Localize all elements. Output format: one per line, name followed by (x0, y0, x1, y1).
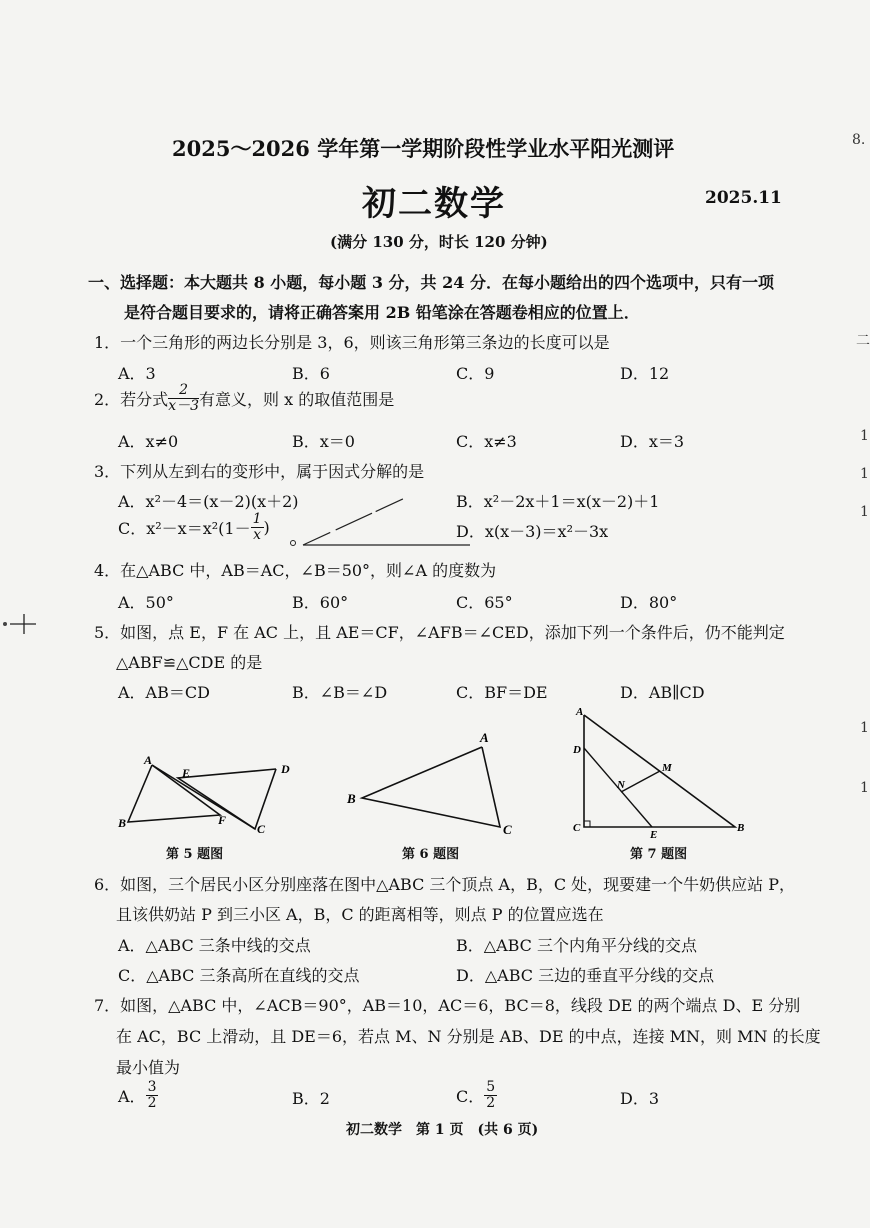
q2-stem-post: 有意义，则 x 的取值范围是 (199, 390, 395, 409)
q5-stem-line1: 5．如图，点 E，F 在 AC 上，且 AE＝CF，∠AFB＝∠CED，添加下列一个条件后，仍不能判定 (94, 623, 785, 642)
q2-option-a: A．x≠0 (118, 432, 179, 451)
fig6-label-a: A (480, 730, 489, 745)
q2-frac-num: 2 (168, 383, 199, 399)
q7-a-num: 3 (147, 1079, 157, 1095)
q5-stem-line2: △ABF≌△CDE 的是 (116, 653, 263, 672)
fig6-label-c: C (503, 822, 512, 837)
q1-option-d: D．12 (620, 364, 670, 383)
q4-option-b: B．60° (292, 593, 349, 612)
q3-option-c-pre: C．x²－x＝x²(1－ (118, 519, 251, 538)
q7-a-den: 2 (147, 1095, 157, 1111)
q5-option-d: D．AB∥CD (620, 683, 705, 702)
page-footer: 初二数学 第 1 页 (共 6 页) (346, 1122, 539, 1138)
q2-stem (94, 383, 394, 414)
fig5-label-a: A (144, 753, 153, 767)
fig7-label-e: E (650, 829, 658, 841)
q5-option-a: A．AB＝CD (118, 683, 210, 702)
q2-option-d: D．x＝3 (620, 432, 685, 451)
fig6-triangle-abc (362, 747, 500, 827)
q3-option-b: B．x²－2x＋1＝x(x－2)＋1 (456, 492, 660, 511)
fig7-label-n: N (617, 779, 625, 791)
q3-option-a: A．x²－4＝(x－2)(x＋2) (118, 492, 299, 511)
q7-stem-line2: 在 AC，BC 上滑动，且 DE＝6，若点 M、N 分别是 AB、DE 的中点，连接 MN，则 MN 的长度 (116, 1027, 821, 1046)
q3-c-frac-den: x (253, 527, 261, 543)
exam-date: 2025.11 (705, 188, 782, 208)
q7-option-b: B．2 (292, 1089, 330, 1108)
margin-mark-5: 1 (860, 504, 869, 520)
fig7-right-angle-mark (584, 821, 590, 827)
q7-c-den: 2 (486, 1095, 496, 1111)
q7-option-c-label: C． (456, 1087, 485, 1106)
q7-stem-line3: 最小值为 (116, 1058, 181, 1077)
binding-cross-mark (0, 612, 40, 636)
q4-option-c: C．65° (456, 593, 513, 612)
margin-mark-4: 1 (860, 466, 869, 482)
fig7-label-m: M (662, 762, 672, 774)
q5-option-c: C．BF＝DE (456, 683, 548, 702)
q7-option-d: D．3 (620, 1089, 660, 1108)
fig5-triangle-cde (178, 769, 276, 829)
figure-7-caption: 第 7 题图 (630, 847, 688, 862)
margin-mark-1: 8. (852, 132, 866, 148)
margin-mark-2: 二 (856, 333, 870, 349)
fig5-label-c: C (257, 822, 266, 836)
fig5-triangle-abf (128, 765, 220, 822)
q2-frac-den: x－3 (168, 398, 199, 414)
margin-mark-3: 1 (860, 428, 869, 444)
q3-option-d: D．x(x－3)＝x²－3x (456, 522, 609, 541)
q7-c-num: 5 (486, 1079, 496, 1095)
section1-heading-line2: 是符合题目要求的，请将正确答案用 2B 铅笔涂在答题卷相应的位置上． (124, 303, 640, 322)
fig6-label-b: B (347, 791, 356, 806)
score-info: (满分 130 分，时长 120 分钟) (330, 233, 548, 251)
q2-stem-pre: 2．若分式 (94, 390, 169, 409)
fig7-segment-mn (621, 771, 660, 792)
q4-option-a: A．50° (118, 593, 174, 612)
fig5-label-d: D (281, 762, 290, 776)
q5-option-b: B．∠B＝∠D (292, 683, 388, 702)
q2-fraction (168, 383, 199, 414)
q4-stem: 4．在△ABC 中，AB＝AC，∠B＝50°，则∠A 的度数为 (94, 561, 497, 580)
q1-option-b: B．6 (292, 364, 330, 383)
figure-7 (565, 700, 755, 840)
q7-option-a (118, 1080, 158, 1111)
figure-5 (110, 750, 300, 840)
figure-6 (340, 725, 520, 840)
q7-option-c-fraction (484, 1080, 497, 1111)
q6-stem-line1: 6．如图，三个居民小区分别座落在图中△ABC 三个顶点 A，B，C 处，现要建一个牛奶供应站 P， (94, 875, 796, 894)
q1-option-c: C．9 (456, 364, 495, 383)
fig5-label-b: B (118, 816, 127, 830)
figure-6-caption: 第 6 题图 (402, 847, 460, 862)
q3-option-c-fraction (251, 512, 264, 543)
q6-option-b: B．△ABC 三个内角平分线的交点 (456, 936, 698, 955)
q7-option-a-fraction (146, 1080, 159, 1111)
margin-mark-7: 1 (860, 780, 869, 796)
exam-title: 2025～2026 学年第一学期阶段性学业水平阳光测评 (172, 136, 675, 161)
q3-c-frac-num: 1 (252, 511, 262, 527)
fig7-label-a: A (576, 706, 584, 718)
figure-5-caption: 第 5 题图 (166, 847, 224, 862)
fig7-label-d: D (573, 744, 581, 756)
pen-stroke-mark (285, 495, 475, 550)
q6-stem-line2: 且该供奶站 P 到三小区 A，B，C 的距离相等，则点 P 的位置应选在 (116, 905, 604, 924)
q7-option-a-label: A． (118, 1087, 146, 1106)
fig5-label-e: E (182, 766, 191, 780)
fig7-label-c: C (573, 822, 581, 834)
q1-stem: 1．一个三角形的两边长分别是 3，6，则该三角形第三条边的长度可以是 (94, 333, 610, 352)
q3-option-c (118, 512, 270, 543)
q2-option-c: C．x≠3 (456, 432, 517, 451)
q3-stem: 3．下列从左到右的变形中，属于因式分解的是 (94, 462, 425, 481)
fig5-label-f: F (218, 813, 227, 827)
q1-option-a: A．3 (118, 364, 156, 383)
q4-option-d: D．80° (620, 593, 678, 612)
section1-heading-line1: 一、选择题：本大题共 8 小题，每小题 3 分，共 24 分．在每小题给出的四个选项中，只有一项 (88, 273, 774, 292)
subject-title: 初二数学 (362, 184, 506, 224)
q7-option-c (456, 1080, 497, 1111)
q6-option-c: C．△ABC 三条高所在直线的交点 (118, 966, 360, 985)
q3-option-c-post: ) (263, 518, 270, 537)
q2-option-b: B．x＝0 (292, 432, 355, 451)
q6-option-d: D．△ABC 三边的垂直平分线的交点 (456, 966, 715, 985)
fig7-label-b: B (737, 822, 745, 834)
q6-option-a: A．△ABC 三条中线的交点 (118, 936, 311, 955)
q7-stem-line1: 7．如图，△ABC 中，∠ACB＝90°，AB＝10，AC＝6，BC＝8，线段 DE 的两个端点 D、E 分别 (94, 996, 801, 1015)
margin-mark-6: 1 (860, 720, 869, 736)
